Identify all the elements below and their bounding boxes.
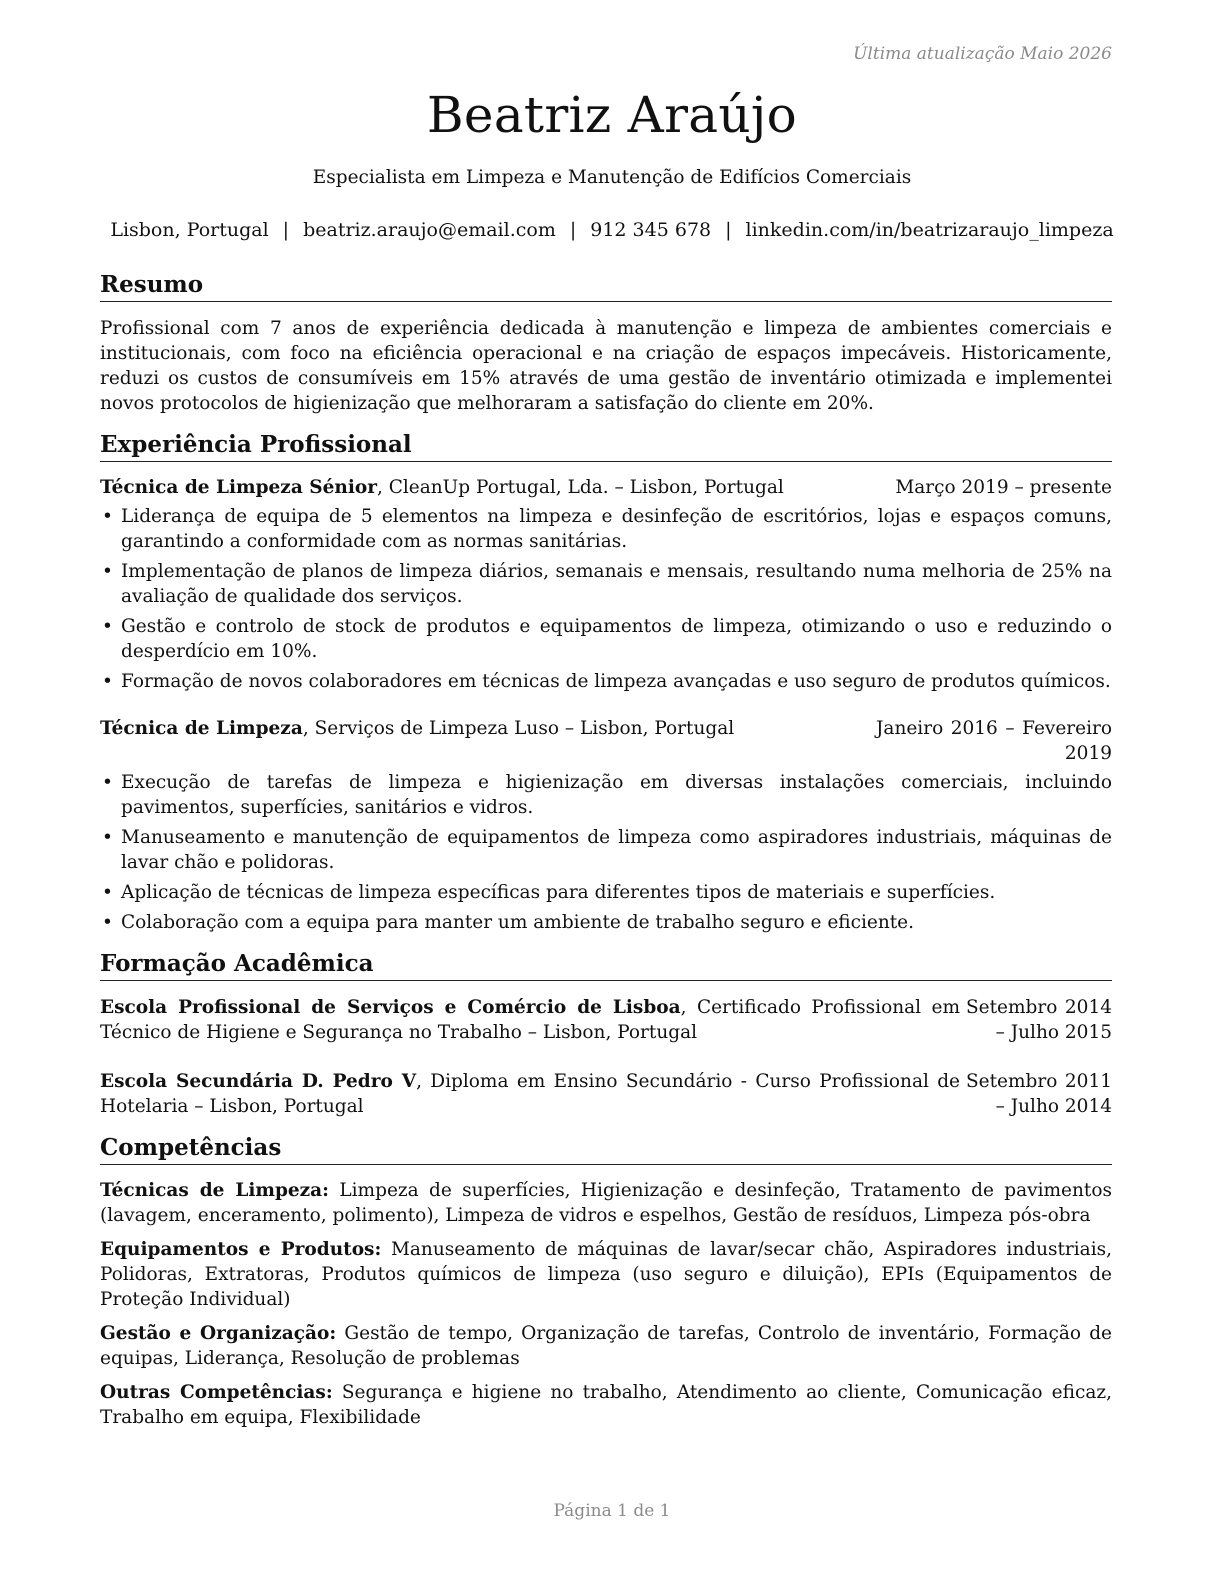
education-school: Escola Profissional de Serviços e Comércio de Lisboa xyxy=(100,997,681,1018)
list-item: • Liderança de equipa de 5 elementos na limpeza e desinfeção de escritórios, lojas e espaços comuns, garantindo a conformidade com as normas sanitárias. xyxy=(102,506,1112,552)
contact-separator: | xyxy=(282,219,290,241)
list-item: • Formação de novos colaboradores em técnicas de limpeza avançadas e uso seguro de produtos químicos. xyxy=(102,671,1111,692)
bullet-icon: • xyxy=(102,506,113,527)
job-bullets xyxy=(100,770,1112,935)
education-entry xyxy=(100,995,1112,1045)
bullet-icon: • xyxy=(102,671,113,692)
job-bullets xyxy=(100,504,1112,694)
job-entry xyxy=(100,475,1112,694)
skill-text: Limpeza de superfícies, Higienização e desinfeção, Tratamento de pavimentos (lavagem, enceramento, polimento), Limpeza de vidros e espelhos, Gestão de resíduos, Limpeza pós-obra xyxy=(100,1180,1112,1226)
skill-label: Outras Competências: xyxy=(100,1382,333,1403)
section-title-experience: Experiência Profissional xyxy=(100,430,1112,462)
bullet-icon: • xyxy=(102,561,113,582)
page-footer: Página 1 de 1 xyxy=(553,1501,671,1521)
resume-content xyxy=(100,270,1112,1430)
list-item: • Gestão e controlo de stock de produtos e equipamentos de limpeza, otimizando o uso e reduzindo o desperdício em 10%. xyxy=(102,616,1112,662)
contact-line xyxy=(0,219,1224,241)
summary-section xyxy=(100,270,1112,416)
skill-text: Segurança e higiene no trabalho, Atendimento ao cliente, Comunicação eficaz, Trabalho em equipa, Flexibilidade xyxy=(100,1382,1112,1428)
skills-section xyxy=(100,1133,1112,1430)
job-date: Março 2019 – presente xyxy=(895,477,1112,498)
candidate-name: Beatriz Araújo xyxy=(426,86,798,144)
job-org: , CleanUp Portugal, Lda. – Lisbon, Portugal xyxy=(376,477,784,498)
bullet-icon: • xyxy=(102,827,113,848)
education-date: Setembro 2014 – Julho 2015 xyxy=(966,997,1112,1043)
contact-phone: 912 345 678 xyxy=(590,219,712,241)
contact-email[interactable]: beatriz.araujo@email.com xyxy=(303,219,556,241)
section-title-education: Formação Acadêmica xyxy=(100,949,1112,981)
skill-group xyxy=(100,1321,1112,1371)
contact-linkedin[interactable]: linkedin.com/in/beatrizaraujo_limpeza xyxy=(745,219,1114,241)
list-item: • Manuseamento e manutenção de equipamentos de limpeza como aspiradores industriais, máquinas de lavar chão e polidoras. xyxy=(102,827,1112,873)
contact-separator: | xyxy=(569,219,577,241)
job-date: Janeiro 2016 – Fevereiro 2019 xyxy=(876,718,1112,764)
section-title-skills: Competências xyxy=(100,1133,1112,1165)
job-entry xyxy=(100,716,1112,935)
list-item: • Colaboração com a equipa para manter um ambiente de trabalho seguro e eficiente. xyxy=(102,912,915,933)
summary-text: Profissional com 7 anos de experiência dedicada à manutenção e limpeza de ambientes comerciais e institucionais, com foco na eficiência operacional e na criação de espaços impecáveis. Historicamente, reduzi os custos de consumíveis em 15% através de uma gestão de inventário otimizada e implementei novos protocolos de higienização que melhoraram a satisfação do cliente em 20%. xyxy=(100,318,1112,414)
skill-label: Gestão e Organização: xyxy=(100,1323,337,1344)
last-updated: Última atualização Maio 2026 xyxy=(853,44,1112,64)
bullet-icon: • xyxy=(102,772,113,793)
skill-label: Técnicas de Limpeza: xyxy=(100,1180,329,1201)
bullet-icon: • xyxy=(102,882,113,903)
education-school: Escola Secundária D. Pedro V xyxy=(100,1071,417,1092)
headline: Especialista em Limpeza e Manutenção de Edifícios Comerciais xyxy=(312,167,912,188)
bullet-icon: • xyxy=(102,616,113,637)
list-item: • Execução de tarefas de limpeza e higienização em diversas instalações comerciais, incluindo pavimentos, superfícies, sanitários e vidros. xyxy=(102,772,1112,818)
section-title-summary: Resumo xyxy=(100,270,1112,302)
list-item: • Implementação de planos de limpeza diários, semanais e mensais, resultando numa melhoria de 25% na avaliação de qualidade dos serviços. xyxy=(102,561,1112,607)
education-entry xyxy=(100,1069,1112,1119)
skill-group xyxy=(100,1380,1112,1430)
education-section xyxy=(100,949,1112,1119)
job-org: , Serviços de Limpeza Luso – Lisbon, Portugal xyxy=(302,718,735,739)
contact-separator: | xyxy=(725,219,732,241)
list-item: • Aplicação de técnicas de limpeza específicas para diferentes tipos de materiais e superfícies. xyxy=(102,882,996,903)
education-date: Setembro 2011 – Julho 2014 xyxy=(966,1071,1112,1117)
skill-group xyxy=(100,1237,1112,1312)
bullet-icon: • xyxy=(102,912,113,933)
education-detail: , Certificado Profissional em Técnico de Higiene e Segurança no Trabalho – Lisbon, Portugal xyxy=(100,997,961,1043)
skill-text: Manuseamento de máquinas de lavar/secar chão, Aspiradores industriais, Polidoras, Extratoras, Produtos químicos de limpeza (uso seguro e diluição), EPIs (Equipamentos de Proteção Individual) xyxy=(100,1239,1112,1310)
skill-group xyxy=(100,1178,1112,1228)
job-role: Técnica de Limpeza Sénior xyxy=(100,477,377,498)
job-role: Técnica de Limpeza xyxy=(100,718,303,739)
contact-location: Lisbon, Portugal xyxy=(110,219,269,241)
job-header xyxy=(100,475,1112,500)
experience-section xyxy=(100,430,1112,935)
job-header xyxy=(100,716,1112,766)
skill-text: Gestão de tempo, Organização de tarefas, Controlo de inventário, Formação de equipas, Liderança, Resolução de problemas xyxy=(100,1323,1112,1369)
education-detail: , Diploma em Ensino Secundário - Curso Profissional de Hotelaria – Lisbon, Portugal xyxy=(100,1071,961,1117)
skill-label: Equipamentos e Produtos: xyxy=(100,1239,382,1260)
